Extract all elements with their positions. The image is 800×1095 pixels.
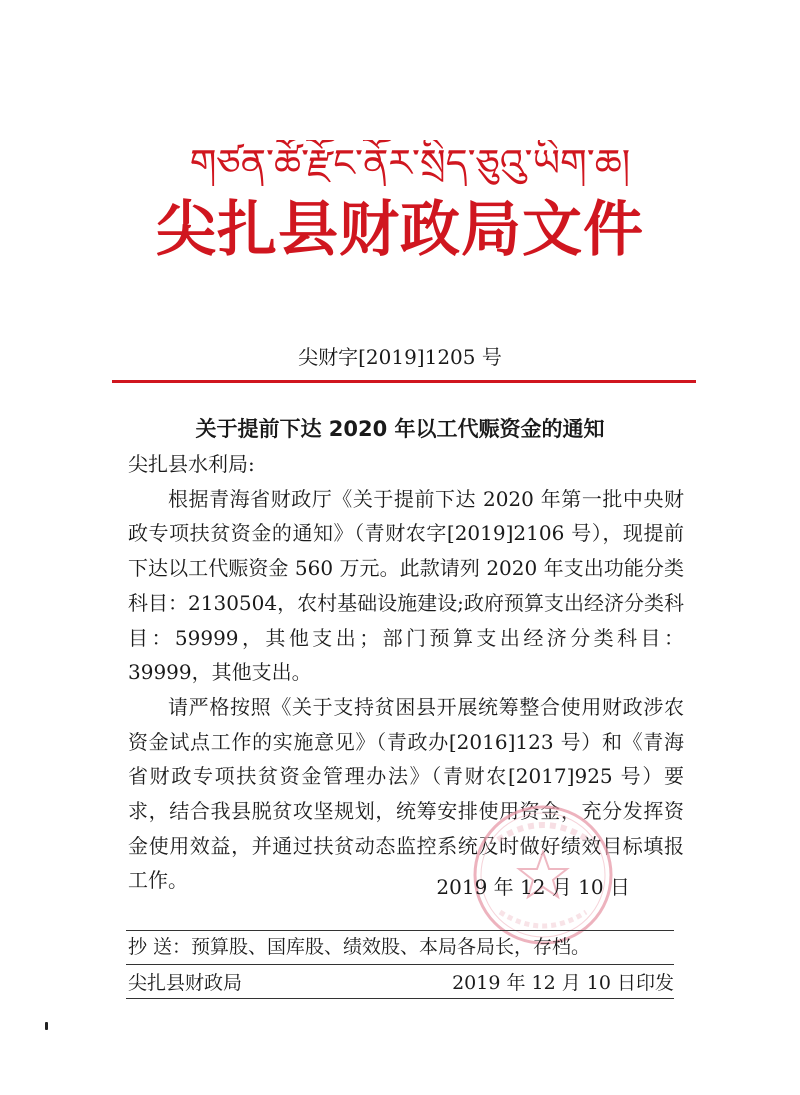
document-number: 尖财字[2019]1205 号: [298, 345, 502, 369]
notice-title: 关于提前下达 2020 年以工代赈资金的通知: [195, 417, 605, 441]
footer-top-rule: [126, 930, 674, 931]
footer-bottom-rule: [126, 998, 674, 999]
paragraph-1: 根据青海省财政厅《关于提前下达 2020 年第一批中央财政专项扶贫资金的通知》（青财农字[2019]2106 号），现提前下达以工代赈资金 560 万元。此款请列 2020 年支出功能分类科目：2130504，农村基础设施建设;政府预算支出经济分类科目：59999，其他支出；部门预算支出经济分类科目：39999，其他支出。: [128, 486, 684, 685]
issue-date: 2019 年 12 月 10 日印发: [452, 972, 674, 994]
issuer: 尖扎县财政局: [128, 972, 243, 994]
scan-mark: [45, 1022, 48, 1030]
notice-date: 2019 年 12 月 10 日: [436, 875, 630, 899]
cc-line: 抄 送：预算股、国库股、绩效股、本局各局长，存档。: [128, 936, 591, 958]
document-header-title: 尖扎县财政局文件: [156, 195, 644, 265]
recipient: 尖扎县水利局:: [128, 452, 255, 476]
footer-middle-rule: [126, 964, 674, 965]
tibetan-title: གཙན་ཚོ་རྫོང་ནོར་སྲིད་ཅུའུ་ཡིག་ཆ།: [189, 141, 631, 185]
red-separator-rule: [112, 380, 696, 383]
paragraph-2: 请严格按照《关于支持贫困县开展统筹整合使用财政涉农资金试点工作的实施意见》（青政办[2016]123 号）和《青海省财政专项扶贫资金管理办法》（青财农[2017]925 号）要求，结合我县脱贫攻坚规划，统筹安排使用资金，充分发挥资金使用效益，并通过扶贫动态监控系统及时做好绩效目标填报工作。: [128, 694, 684, 893]
